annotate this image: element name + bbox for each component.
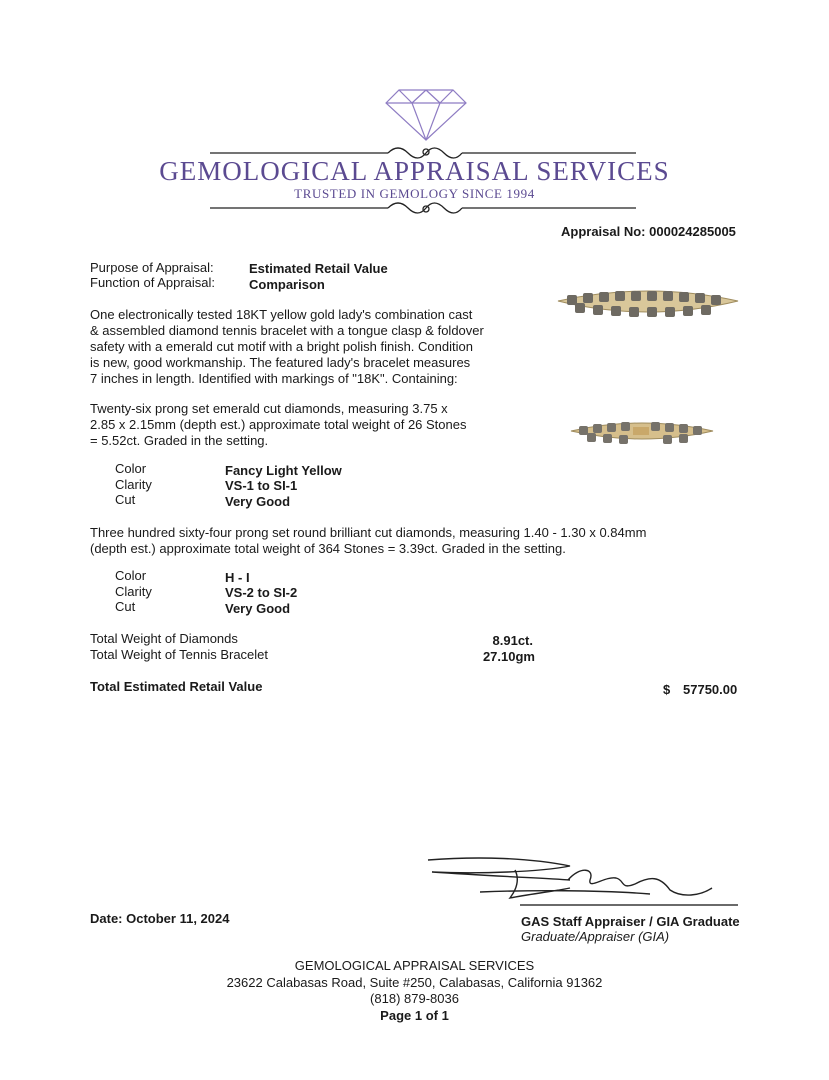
bracelet-photo-top bbox=[553, 283, 743, 323]
grade-value: H - I bbox=[225, 570, 250, 585]
appraisal-date: Date: October 11, 2024 bbox=[90, 911, 230, 926]
description-line: Twenty-six prong set emerald cut diamonds, measuring 3.75 x bbox=[90, 401, 448, 416]
ornament-bottom bbox=[210, 203, 636, 213]
footer-phone: (818) 879-8036 bbox=[370, 991, 459, 1006]
appraisal-number bbox=[561, 224, 736, 239]
description-line: One electronically tested 18KT yellow gold lady's combination cast bbox=[90, 307, 473, 322]
description-line: & assembled diamond tennis bracelet with a tongue clasp & foldover bbox=[90, 323, 484, 338]
grade-label: Color bbox=[115, 461, 147, 476]
appraisal-number-value: 000024285005 bbox=[649, 224, 736, 239]
footer-company: GEMOLOGICAL APPRAISAL SERVICES bbox=[294, 958, 535, 973]
page-number: Page 1 of 1 bbox=[380, 1008, 449, 1023]
grade-value: Very Good bbox=[225, 494, 291, 509]
grade-label: Color bbox=[115, 568, 147, 583]
footer-address: 23622 Calabasas Road, Suite #250, Calabasas, California 91362 bbox=[226, 975, 603, 990]
appraisal-number-label: Appraisal No: bbox=[561, 224, 646, 239]
company-name: GEMOLOGICAL APPRAISAL SERVICES bbox=[159, 156, 670, 186]
signature-image bbox=[420, 850, 750, 910]
stone-group-2-description bbox=[90, 525, 646, 557]
function-value: Comparison bbox=[249, 277, 325, 292]
total-diamonds-label: Total Weight of Diamonds bbox=[90, 631, 238, 646]
grade-label: Clarity bbox=[115, 584, 152, 599]
grade-value: VS-2 to SI-2 bbox=[225, 585, 298, 600]
description-line: Three hundred sixty-four prong set round brilliant cut diamonds, measuring 1.40 - 1.30 x 0.84mm bbox=[90, 525, 647, 540]
bracelet-photo-bottom bbox=[567, 415, 717, 447]
purpose-label: Purpose of Appraisal: bbox=[90, 260, 214, 275]
currency-symbol: $ bbox=[663, 682, 671, 697]
total-value-amount: 57750.00 bbox=[683, 682, 738, 697]
appraiser-title: GAS Staff Appraiser / GIA Graduate bbox=[521, 914, 740, 929]
description-line: 2.85 x 2.15mm (depth est.) approximate total weight of 26 Stones bbox=[90, 417, 467, 432]
total-diamonds-value: 8.91ct. bbox=[492, 633, 533, 648]
description-line: is new, good workmanship. The featured lady's bracelet measures bbox=[90, 355, 471, 370]
grade-label: Cut bbox=[115, 599, 136, 614]
item-description bbox=[90, 307, 484, 387]
stone-group-1-description bbox=[90, 401, 467, 449]
function-label: Function of Appraisal: bbox=[90, 275, 216, 290]
description-line: = 5.52ct. Graded in the setting. bbox=[90, 433, 269, 448]
total-bracelet-label: Total Weight of Tennis Bracelet bbox=[90, 647, 269, 662]
grade-value: VS-1 to SI-1 bbox=[225, 478, 298, 493]
appraiser-subtitle: Graduate/Appraiser (GIA) bbox=[521, 929, 670, 944]
diamond-icon bbox=[386, 90, 466, 140]
description-line: (depth est.) approximate total weight of 364 Stones = 3.39ct. Graded in the setting. bbox=[90, 541, 566, 556]
grade-label: Clarity bbox=[115, 477, 152, 492]
purpose-value: Estimated Retail Value bbox=[249, 261, 388, 276]
grade-value: Very Good bbox=[225, 601, 291, 616]
grade-label: Cut bbox=[115, 492, 136, 507]
description-line: 7 inches in length. Identified with markings of "18K". Containing: bbox=[90, 371, 458, 386]
description-line: safety with a emerald cut motif with a bright polish finish. Condition bbox=[90, 339, 473, 354]
total-bracelet-value: 27.10gm bbox=[482, 649, 535, 664]
company-logo bbox=[0, 0, 829, 240]
total-value-label: Total Estimated Retail Value bbox=[90, 679, 263, 694]
grade-value: Fancy Light Yellow bbox=[225, 463, 342, 478]
company-tagline: TRUSTED IN GEMOLOGY SINCE 1994 bbox=[294, 186, 535, 201]
